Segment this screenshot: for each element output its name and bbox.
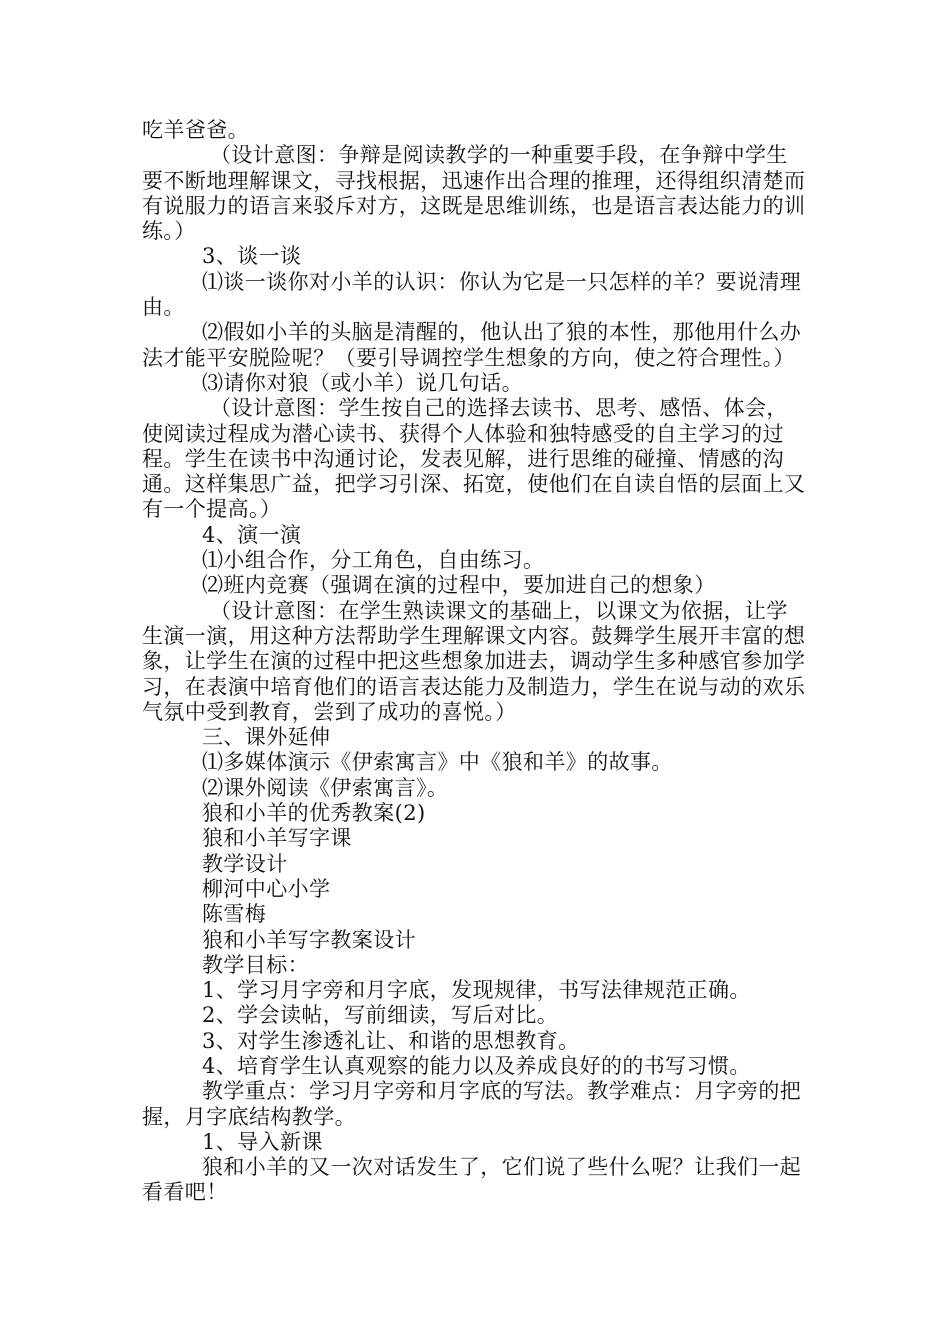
list-item: ⑴谈一谈你对小羊的认识：你认为它是一只怎样的羊？要说清理由。 [142,269,802,320]
objective-item: 2、学会读帖，写前细读，写后对比。 [202,1003,559,1028]
objective-item: 1、学习月字旁和月字底，发现规律，书写法律规范正确。 [202,978,751,1003]
lesson-title: 狼和小羊写字课 [202,826,352,851]
document-body [142,118,808,1206]
body-paragraph: 狼和小羊的又一次对话发生了，它们说了些什么呢？让我们一起看看吧！ [142,1155,802,1205]
section-heading: 三、课外延伸 [202,725,331,750]
school-name: 柳河中心小学 [202,876,331,901]
list-item: ⑵课外阅读《伊索寓言》。 [202,775,449,800]
key-points-paragraph: 教学重点：学习月字旁和月字底的写法。教学难点：月字旁的把握，月字底结构教学。 [142,1079,802,1129]
list-item: ⑵班内竞赛（强调在演的过程中，要加进自己的想象） [202,573,716,598]
document-subtitle: 狼和小羊的优秀教案(2) [202,801,426,826]
list-item: ⑵假如小羊的头脑是清醒的，他认出了狼的本性，那他用什么办法才能平安脱险呢？（要引导调控学生想象的方向，使之符合理性。） [142,320,802,370]
lesson-subtitle: 教学设计 [202,851,288,876]
design-intent-paragraph: （设计意图：在学生熟读课文的基础上，以课文为依据，让学生演一演，用这种方法帮助学生理解课文内容。鼓舞学生展开丰富的想象，让学生在演的过程中把这些想象加进去，调动学生多种感官参加学习，在表演中培育他们的语言表达能力及制造力，学生在说与动的欢乐气氛中受到教育，尝到了成功的喜悦。） [142,598,806,724]
objective-item: 3、对学生渗透礼让、和谐的思想教育。 [202,1028,580,1053]
design-intent-paragraph: （设计意图：争辩是阅读教学的一种重要手段，在争辩中学生要不断地理解课文，寻找根据，迅速作出合理的推理，还得组织清楚而有说服力的语言来驳斥对方，这既是思维训练，也是语言表达能力的训练。） [142,143,806,244]
section-heading: 4、演一演 [202,522,302,547]
section-heading: 3、谈一谈 [202,244,302,269]
author-name: 陈雪梅 [202,902,267,927]
list-item: ⑴多媒体演示《伊索寓言》中《狼和羊》的故事。 [202,750,673,775]
design-intent-paragraph: （设计意图：学生按自己的选择去读书、思考、感悟、体会，使阅读过程成为潜心读书、获得个人体验和独特感受的自主学习的过程。学生在读书中沟通讨论，发表见解，进行思维的碰撞、情感的沟通。这样集思广益，把学习引深、拓宽，使他们在自读自悟的层面上又有一个提高。） [142,396,806,522]
objective-item: 4、培育学生认真观察的能力以及养成良好的的书写习惯。 [202,1053,751,1078]
section-heading: 教学目标： [202,952,309,977]
list-item: ⑴小组合作，分工角色，自由练习。 [202,548,545,573]
list-item: ⑶请你对狼（或小羊）说几句话。 [202,370,523,395]
paragraph-continuation: 吃羊爸爸。 [142,118,249,142]
plan-title: 狼和小羊写字教案设计 [202,927,416,952]
section-heading: 1、导入新课 [202,1129,323,1154]
